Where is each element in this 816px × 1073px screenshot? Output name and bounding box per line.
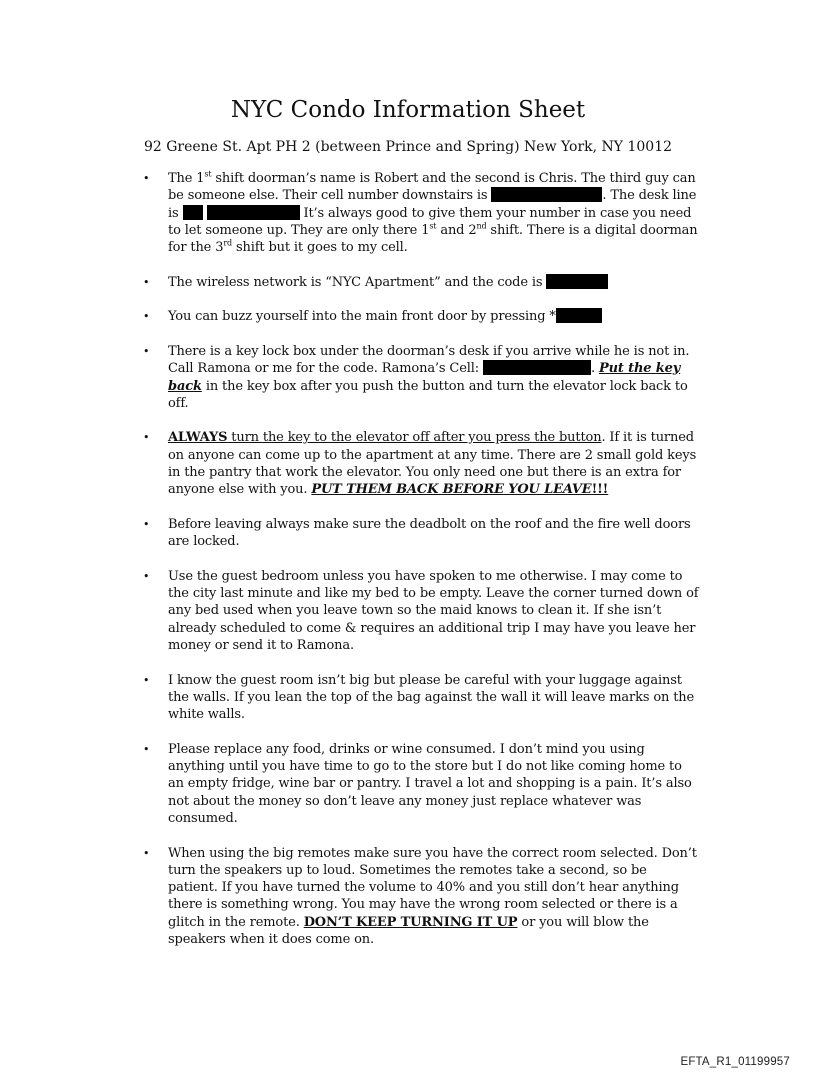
list-item-doorman xyxy=(143,170,699,256)
text-segment: . The desk line is xyxy=(168,188,697,221)
ordinal-suffix: st xyxy=(429,221,437,231)
list-item-bedroom xyxy=(143,568,699,654)
bullet-icon: • xyxy=(143,275,150,289)
bullet-icon: • xyxy=(143,310,150,324)
redaction-block-buzz-code xyxy=(556,308,602,323)
emphasis-text: !!! xyxy=(591,482,609,498)
emphasis-text: Put the key back xyxy=(168,361,681,394)
text-segment: The 1 xyxy=(168,171,205,186)
text-segment: Use the guest bedroom unless you have spoken to me otherwise. I may come to the city last minute and like my bed to be empty. Leave the corner turned down of any bed used when you leave town so the maid knows to clean it. If she isn’t already scheduled to come & requires an additional trip I may have you leave her money or send it to Ramona. xyxy=(168,568,699,654)
bullet-icon: • xyxy=(143,846,150,860)
list-item-food xyxy=(143,741,699,827)
ordinal-suffix: nd xyxy=(476,221,487,231)
text-segment: or you will blow the speakers when it does come on. xyxy=(168,914,649,948)
text-segment: . If it is turned on anyone can come up to the apartment at any time. There are 2 small gold keys in the pantry that work the elevator. You only need one but there is an extra for anyone else with you. xyxy=(168,430,697,498)
emphasis-text: ALWAYS xyxy=(168,430,228,446)
list-item-lockbox xyxy=(143,343,699,412)
list-item-luggage xyxy=(143,672,699,724)
text-segment: Please replace any food, drinks or wine consumed. I don’t mind you using anything until you have time to go to the store but I do not like coming home to an empty fridge, wine bar or pantry. I travel a lot and shopping is a pain. It’s also not about the money so don’t leave any money just replace whatever was consumed. xyxy=(168,741,692,826)
list-item-deadbolt xyxy=(143,516,699,551)
text-segment: and 2 xyxy=(436,222,477,238)
text-segment: shift doorman’s name is Robert and the second is Chris. The third guy can be someone else. Their cell number downstairs is xyxy=(168,171,696,204)
text-segment: Before leaving always make sure the deadbolt on the roof and the fire well doors are locked. xyxy=(168,516,691,550)
bullet-icon: • xyxy=(143,673,150,687)
document-id-footer: EFTA_R1_01199957 xyxy=(680,1056,790,1068)
list-item-remotes xyxy=(143,845,699,949)
text-segment: shift but it goes to my cell. xyxy=(232,240,408,256)
instruction-list xyxy=(143,170,699,966)
bullet-icon: • xyxy=(143,172,150,185)
text-segment: . xyxy=(590,361,599,377)
bullet-icon: • xyxy=(143,344,150,358)
underlined-text: turn the key to the elevator off after you press the button xyxy=(227,430,602,446)
document-title: NYC Condo Information Sheet xyxy=(230,97,586,123)
text-segment: You can buzz yourself into the main front door by pressing * xyxy=(168,309,556,325)
text-segment: The wireless network is “NYC Apartment” and the code is xyxy=(168,274,547,290)
list-item-buzz xyxy=(143,308,699,325)
text-segment: It’s always good to give them your number in case you need to let someone up. They are only there 1 xyxy=(168,205,692,238)
redaction-block-desk-line xyxy=(183,205,203,220)
list-item-elevator xyxy=(143,429,699,498)
text-segment: in the key box after you push the button and turn the elevator lock back to off. xyxy=(168,378,688,411)
bullet-icon: • xyxy=(143,742,150,756)
emphasis-text: PUT THEM BACK BEFORE YOU LEAVE xyxy=(311,482,592,498)
text-segment: I know the guest room isn’t big but please be careful with your luggage against the walls. If you lean the top of the bag against the wall it will leave marks on the white walls. xyxy=(168,672,695,723)
bullet-icon: • xyxy=(143,431,150,445)
bullet-icon: • xyxy=(143,517,150,531)
list-item-wireless xyxy=(143,274,699,291)
redaction-block-cell-number xyxy=(491,187,602,202)
redaction-block-desk-line-continued xyxy=(207,205,300,220)
redaction-block-ramona-cell xyxy=(483,360,591,375)
text-segment: When using the big remotes make sure you have the correct room selected. Don’t turn the speakers up to loud. Sometimes the remotes take a second, so be patient. If you have turned the volume to 40% and you still don’t hear anything there is something wrong. You may have the wrong room selected or there is a glitch in the remote. xyxy=(168,845,697,930)
text-segment: There is a key lock box under the doorman’s desk if you arrive while he is not in. Call Ramona or me for the code. Ramona’s Cell: xyxy=(168,343,690,377)
emphasis-text: DON’T KEEP TURNING IT UP xyxy=(303,914,518,930)
text-segment: shift. There is a digital doorman for the 3 xyxy=(168,222,698,256)
redaction-block-wifi-code xyxy=(546,274,608,289)
bullet-icon: • xyxy=(143,569,150,583)
property-address: 92 Greene St. Apt PH 2 (between Prince and Spring) New York, NY 10012 xyxy=(143,139,673,155)
ordinal-suffix: rd xyxy=(223,238,232,248)
ordinal-suffix: st xyxy=(204,169,212,179)
